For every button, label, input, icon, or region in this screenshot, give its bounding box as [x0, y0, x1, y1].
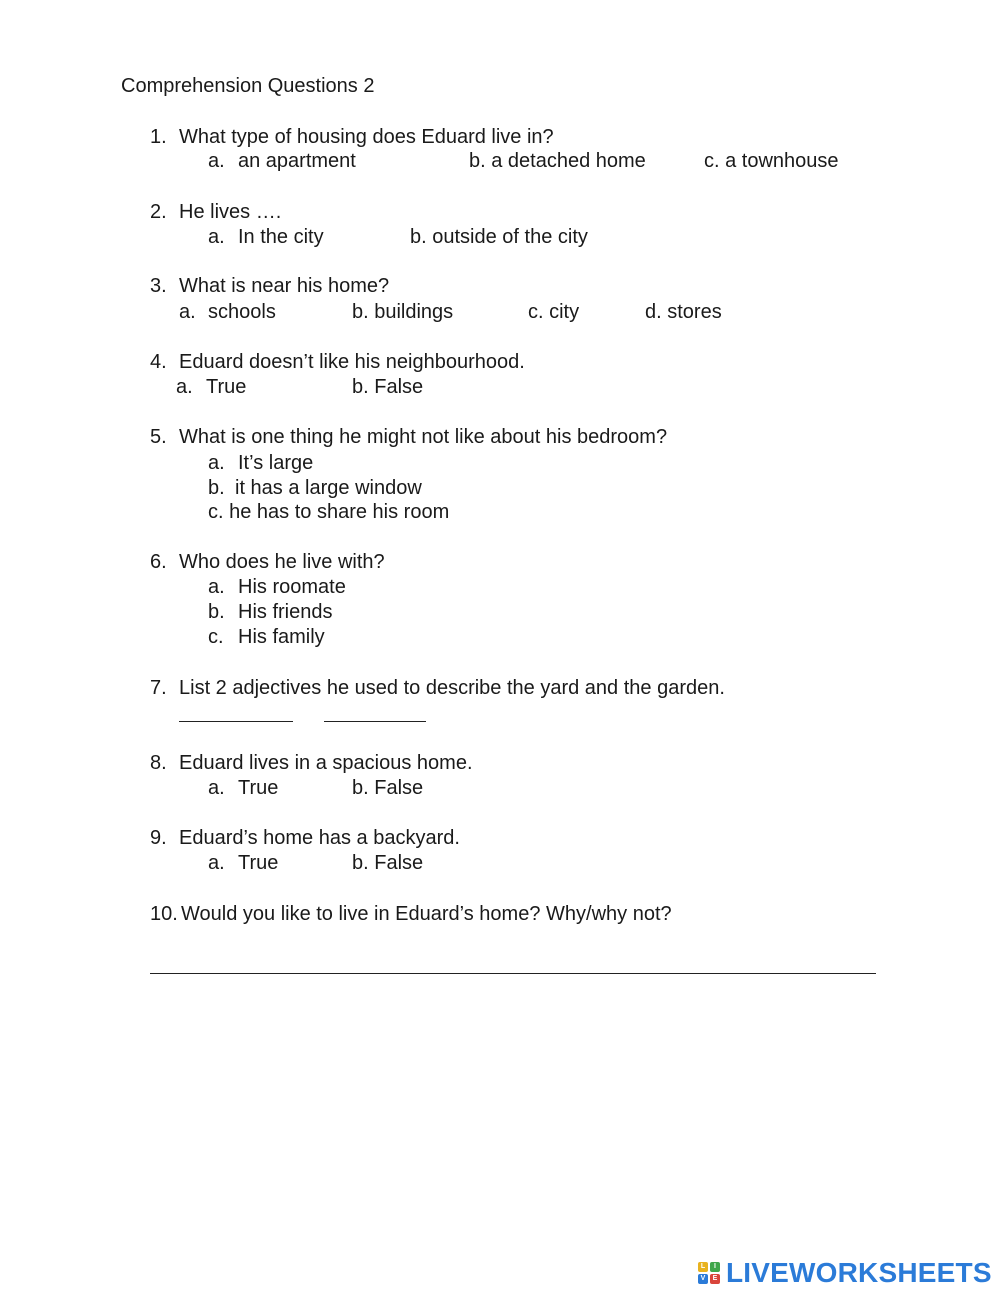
option-text: an apartment: [238, 150, 356, 172]
option-letter: b.: [208, 477, 225, 499]
option-text: b. False: [352, 376, 424, 398]
option-letter: a.: [179, 301, 196, 323]
question-number: 1.: [150, 126, 167, 148]
question-number: 7.: [150, 677, 167, 699]
option-letter: a.: [208, 777, 225, 799]
option-letter: a.: [208, 852, 225, 874]
option-text: b. outside of the city: [410, 226, 588, 248]
option-text: schools: [208, 301, 276, 323]
option-text: His friends: [238, 601, 333, 623]
question-text: Who does he live with?: [179, 551, 385, 573]
answer-line[interactable]: [150, 973, 876, 974]
option-text: d. stores: [645, 301, 722, 323]
option-text: True: [238, 777, 279, 799]
logo-tile: V: [698, 1274, 708, 1284]
question-number: 2.: [150, 201, 167, 223]
question-number: 3.: [150, 275, 167, 297]
option-text: b. a detached home: [469, 150, 646, 172]
question-text: What is near his home?: [179, 275, 390, 297]
option-letter: a.: [208, 452, 225, 474]
question-number: 5.: [150, 426, 167, 448]
option-letter: a.: [208, 226, 225, 248]
option-text: it has a large window: [235, 477, 422, 499]
page-title: Comprehension Questions 2: [121, 75, 375, 97]
question-number: 4.: [150, 351, 167, 373]
question-text: Eduard doesn’t like his neighbourhood.: [179, 351, 525, 373]
liveworksheets-logo: [698, 1258, 992, 1288]
question-text: Eduard’s home has a backyard.: [179, 827, 460, 849]
option-text: c. he has to share his room: [208, 501, 450, 523]
question-number: 10.: [150, 903, 178, 925]
question-number: 9.: [150, 827, 167, 849]
option-text: c. city: [528, 301, 580, 323]
question-number: 8.: [150, 752, 167, 774]
answer-blank[interactable]: [324, 721, 426, 722]
question-text: Eduard lives in a spacious home.: [179, 752, 473, 774]
logo-tile: E: [710, 1274, 720, 1284]
logo-text: LIVEWORKSHEETS: [726, 1257, 992, 1288]
question-text: He lives ….: [179, 201, 282, 223]
question-text: What type of housing does Eduard live in?: [179, 126, 554, 148]
answer-blank[interactable]: [179, 721, 293, 722]
option-letter: a.: [176, 376, 193, 398]
option-text: In the city: [238, 226, 324, 248]
question-text: List 2 adjectives he used to describe the yard and the garden.: [179, 677, 725, 699]
option-text: c. a townhouse: [704, 150, 839, 172]
option-letter: a.: [208, 576, 225, 598]
option-letter: a.: [208, 150, 225, 172]
logo-icon: [698, 1262, 720, 1284]
option-text: b. False: [352, 777, 424, 799]
option-text: b. buildings: [352, 301, 454, 323]
option-text: True: [206, 376, 247, 398]
option-text: It’s large: [238, 452, 314, 474]
question-text: Would you like to live in Eduard’s home? Why/why not?: [181, 903, 672, 925]
option-text: True: [238, 852, 279, 874]
option-letter: b.: [208, 601, 225, 623]
option-text: b. False: [352, 852, 424, 874]
option-letter: c.: [208, 626, 224, 648]
question-text: What is one thing he might not like about his bedroom?: [179, 426, 668, 448]
option-text: His family: [238, 626, 325, 648]
question-number: 6.: [150, 551, 167, 573]
logo-tile: I: [710, 1262, 720, 1272]
option-text: His roomate: [238, 576, 346, 598]
logo-tile: L: [698, 1262, 708, 1272]
